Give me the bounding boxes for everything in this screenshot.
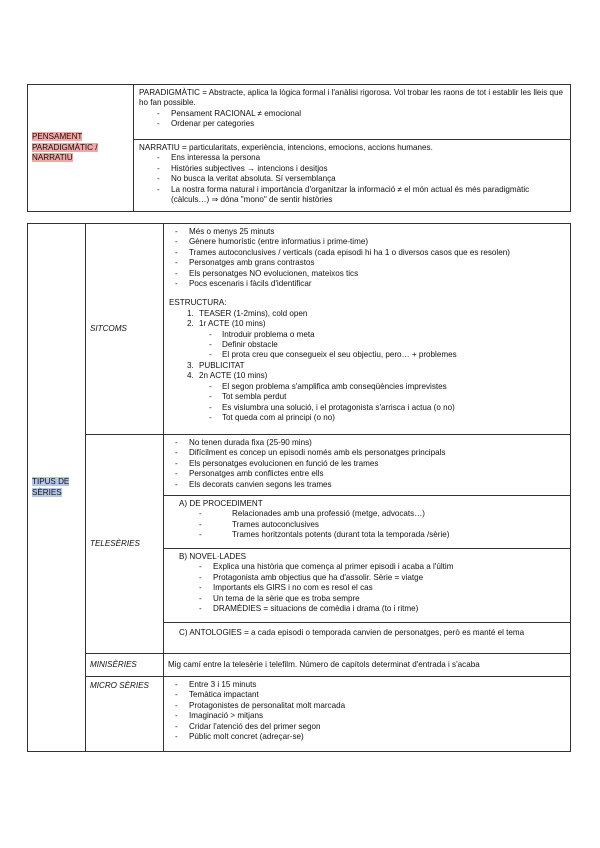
estructura-item xyxy=(169,361,566,371)
miniseries-label: MINISÈRIES xyxy=(90,659,137,669)
list-item: - La nostra forma natural i importància d'organitzar la informació ≠ el món actual és més paradigmàtic (càlculs…) ⇒ dóna "mono" de sentir històries xyxy=(151,185,566,206)
tipus-series-table xyxy=(27,223,571,752)
list-item: - Importants els GIRS i no com es resol el cas xyxy=(169,583,566,593)
list-item: - No busca la veritat absoluta. Sí versemblança xyxy=(151,174,566,184)
miniseries-cell xyxy=(164,654,571,677)
paradigmatic-intro: PARADIGMÀTIC = Abstracte, aplica la lògica formal i l'anàlisi rigorosa. Vol trobar les raons de tot i establir les lleis que ho fan possible. xyxy=(139,88,564,108)
novelades-cell xyxy=(164,549,571,623)
list-item: - Pocs escenaris i fàcils d'identificar xyxy=(169,279,566,289)
estructura-item xyxy=(169,309,566,319)
list-item: - Els personatges evolucionen en funció de les trames xyxy=(169,459,566,469)
list-item: - Ordenar per categories xyxy=(151,119,566,129)
miniseries-label-cell xyxy=(86,654,164,677)
procediment-cell xyxy=(164,496,571,549)
estructura-text: PUBLICITAT xyxy=(199,360,245,370)
microseries-label: MICRO SÈRIES xyxy=(90,681,149,690)
list-item: - Un tema de la sèrie que es troba sempre xyxy=(169,594,566,604)
paradigmatic-cell xyxy=(134,85,571,140)
list-item: - Cridar l'atenció des del primer segon xyxy=(169,722,566,732)
pensament-table xyxy=(27,84,571,212)
list-item: - Trames autoconclusives / verticals (cada episodi hi ha 1 o diversos casos que es resolen) xyxy=(169,248,566,258)
list-item: - Relacionades amb una professió (metge, advocats…) xyxy=(169,509,566,519)
list-item: - Gènere humorístic (entre informatius i prime-time) xyxy=(169,237,566,247)
teleseries-general-cell xyxy=(164,435,571,496)
list-item: - Imaginació > mitjans xyxy=(169,711,566,721)
narratiu-intro: NARRATIU = particularitats, experiència, intencions, emocions, accions humanes. xyxy=(139,143,433,152)
list-item: - Definir obstacle xyxy=(169,340,566,350)
narratiu-cell xyxy=(134,140,571,212)
list-item: - Més o menys 25 minuts xyxy=(169,227,566,237)
list-item: - Els personatges NO evolucionen, mateixos tics xyxy=(169,269,566,279)
estructura-label: ESTRUCTURA: xyxy=(169,298,227,308)
list-item: - No tenen durada fixa (25-90 mins) xyxy=(169,438,566,448)
estructura-item xyxy=(169,371,566,381)
estructura-text: 2n ACTE (10 mins) xyxy=(199,371,268,381)
estructura-text: TEASER (1-2mins), cold open xyxy=(199,308,308,318)
tipus-label-cell xyxy=(28,224,86,752)
list-item: - Públic molt concret (adreçar-se) xyxy=(169,732,566,742)
estructura-num: 3. xyxy=(187,360,194,370)
list-item: - Introduir problema o meta xyxy=(169,330,566,340)
estructura-num: 2. xyxy=(187,319,194,329)
list-item: - Explica una història que comença al primer episodi i acaba a l'últim xyxy=(169,562,566,572)
list-item: - Ens interessa la persona xyxy=(151,153,566,163)
list-item: - DRAMÈDIES = situacions de comèdia i drama (to i ritme) xyxy=(169,604,566,614)
list-item: - Trames horitzontals potents (durant tota la temporada /sèrie) xyxy=(169,530,566,540)
microseries-label-cell xyxy=(86,677,164,752)
sitcoms-cell xyxy=(164,224,571,435)
list-item: - El prota creu que consegueix el seu objectiu, pero… + problemes xyxy=(169,350,566,360)
list-item: - Personatges amb conflictes entre ells xyxy=(169,469,566,479)
list-item: - Pensament RACIONAL ≠ emocional xyxy=(151,109,566,119)
list-item: - El segon problema s'amplifica amb conseqüències imprevistes xyxy=(169,382,566,392)
tipus-label: TIPUS DE SÈRIES xyxy=(32,477,70,497)
miniseries-text: Mig camí entre la telesèrie i telefilm. Número de capítols determinat d'entrada i s'acaba xyxy=(168,659,480,669)
list-item: - Es vislumbra una solució, i el protagonista s'arrisca i actua (o no) xyxy=(169,403,566,413)
sitcoms-label-cell xyxy=(86,224,164,435)
estructura-item xyxy=(169,319,566,329)
list-item: - Els decorats canvien segons les trames xyxy=(169,480,566,490)
list-item: - Protagonistes de personalitat molt marcada xyxy=(169,701,566,711)
novelades-title: B) NOVEL·LADES xyxy=(179,552,247,561)
teleseries-label: TELESÈRIES xyxy=(90,538,140,548)
list-item: - Tot queda com al principi (o no) xyxy=(169,413,566,423)
teleseries-label-cell xyxy=(86,435,164,654)
list-item: - Temàtica impactant xyxy=(169,690,566,700)
list-item: - Protagonista amb objectius que ha d'assolir. Sèrie = viatge xyxy=(169,573,566,583)
list-item: - Difícilment es concep un episodi només amb els personatges principals xyxy=(169,448,566,458)
pensament-label-cell xyxy=(28,85,134,212)
list-item: - Històries subjectives → intencions i desitjos xyxy=(151,164,566,174)
list-item: - Personatges amb grans contrastos xyxy=(169,258,566,268)
list-item: - Entre 3 i 15 minuts xyxy=(169,680,566,690)
procediment-title: A) DE PROCEDIMENT xyxy=(179,499,263,508)
microseries-cell xyxy=(164,677,571,752)
antologies-cell xyxy=(164,623,571,654)
sitcoms-label: SITCOMS xyxy=(90,323,127,333)
estructura-num: 4. xyxy=(187,371,194,381)
list-item: - Trames autoconclusives xyxy=(169,520,566,530)
estructura-num: 1. xyxy=(187,308,194,318)
pensament-label: PENSAMENT PARADIGMÀTIC / NARRATIU xyxy=(32,132,98,163)
estructura-text: 1r ACTE (10 mins) xyxy=(199,319,266,329)
list-item: - Tot sembla perdut xyxy=(169,392,566,402)
antologies-text: C) ANTOLOGIES = a cada episodi o temporada canvien de personatges, però es manté el tema xyxy=(179,628,525,637)
